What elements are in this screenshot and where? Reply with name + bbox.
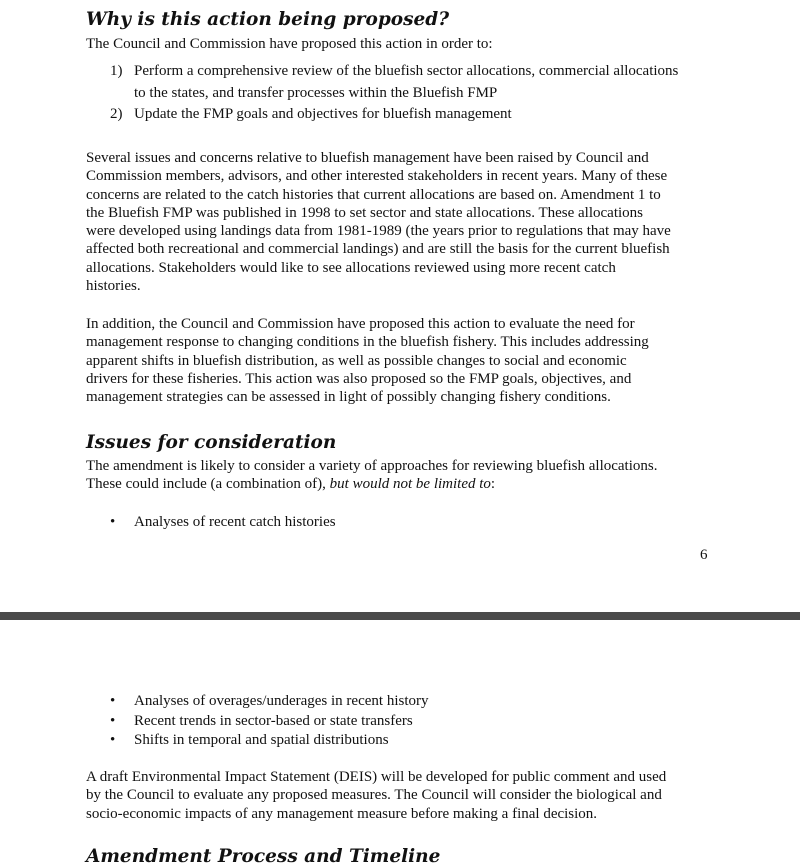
paragraph-line: socio-economic impacts of any management measure before making a final decision. <box>86 805 598 822</box>
bullet-item <box>110 712 730 732</box>
page-number: 6 <box>700 547 708 563</box>
bullet-item <box>110 692 730 712</box>
paragraph-line: the Bluefish FMP was published in 1998 to set sector and state allocations. These allocations <box>86 204 643 221</box>
paragraph-line: Several issues and concerns relative to bluefish management have been raised by Council and <box>86 150 649 166</box>
page-7 <box>0 620 800 867</box>
paragraph-deis <box>86 768 726 823</box>
bullet-list <box>110 513 730 533</box>
intro-line: The Council and Commission have proposed this action in order to: <box>86 36 493 52</box>
intro-text <box>86 35 726 53</box>
paragraph-line: management response to changing conditions in the bluefish fishery. This includes addressing <box>86 334 649 351</box>
paragraph-line: were developed using landings data from 1981-1989 (the years prior to regulations that may have <box>86 223 671 240</box>
bullet-icon: • <box>110 693 116 709</box>
bullet-icon: • <box>110 712 116 729</box>
item-text-line: to the states, and transfer processes within the Bluefish FMP <box>134 84 498 101</box>
paragraph-line: affected both recreational and commercial landings) and are still the basis for the current bluefish <box>86 241 670 258</box>
heading-amendment-process: Amendment Process and Timeline <box>86 846 441 867</box>
item-text-line: Perform a comprehensive review of the bluefish sector allocations, commercial allocations <box>134 63 679 79</box>
paragraph-line: The amendment is likely to consider a variety of approaches for reviewing bluefish allocations. <box>86 458 658 474</box>
paragraph-line: by the Council to evaluate any proposed measures. The Council will consider the biological and <box>86 787 662 804</box>
item-number: 1) <box>110 63 123 79</box>
bullet-icon: • <box>110 514 116 530</box>
paragraph-line: histories. <box>86 278 141 295</box>
paragraph-line: Commission members, advisors, and other interested stakeholders in recent years. Many of these <box>86 168 668 185</box>
numbered-list <box>110 61 730 126</box>
numbered-item-1 <box>110 61 730 104</box>
paragraph-line: management strategies can be assessed in light of possibly changing fishery conditions. <box>86 389 611 406</box>
bullet-text: Recent trends in sector-based or state transfers <box>134 712 413 729</box>
item-text-line: Update the FMP goals and objectives for bluefish management <box>134 106 512 122</box>
bullet-text: Analyses of overages/underages in recent history <box>134 693 429 709</box>
text-run: These could include (a combination of), <box>86 476 330 493</box>
bullet-icon: • <box>110 732 116 748</box>
paragraph-issues <box>86 457 726 494</box>
paragraph-issues-concerns <box>86 149 726 295</box>
heading-why-proposed: Why is this action being proposed? <box>86 9 450 30</box>
numbered-item-2 <box>110 104 730 126</box>
paragraph-line: allocations. Stakeholders would like to see allocations reviewed using more recent catch <box>86 259 616 276</box>
paragraph-line: A draft Environmental Impact Statement (DEIS) will be developed for public comment and used <box>86 769 667 785</box>
bullet-text: Analyses of recent catch histories <box>134 514 336 530</box>
paragraph-line: apparent shifts in bluefish distribution, as well as possible changes to social and economic <box>86 352 627 369</box>
page-separator <box>0 612 800 620</box>
paragraph-in-addition <box>86 315 726 406</box>
paragraph-line <box>86 475 726 493</box>
item-number: 2) <box>110 106 123 122</box>
paragraph-line: drivers for these fisheries. This action was also proposed so the FMP goals, objectives, and <box>86 370 632 387</box>
bullet-item <box>110 513 730 533</box>
bullet-list <box>110 692 730 751</box>
paragraph-line: In addition, the Council and Commission have proposed this action to evaluate the need for <box>86 316 635 332</box>
text-run: : <box>490 476 496 493</box>
bullet-item <box>110 731 730 751</box>
paragraph-line: concerns are related to the catch histories that current allocations are based on. Amendment 1 to <box>86 186 661 203</box>
emphasis-text: but would not be limited to <box>329 476 491 493</box>
bullet-text: Shifts in temporal and spatial distributions <box>134 732 389 748</box>
heading-issues-consideration: Issues for consideration <box>86 432 337 453</box>
